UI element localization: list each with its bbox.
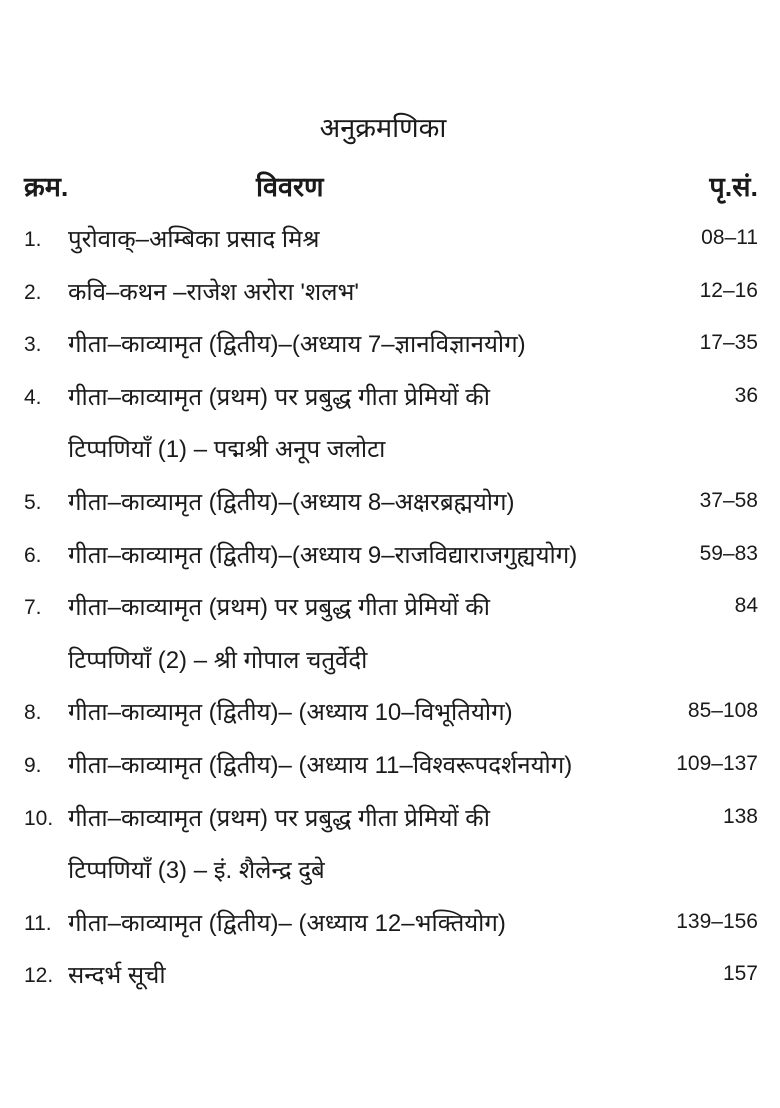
toc-entry [0,485,780,525]
entry-number: 10. [24,807,54,830]
entry-pages: 157 [722,962,758,985]
entry-number: 3. [24,333,42,356]
entry-pages: 36 [734,384,758,407]
entry-number: 8. [24,701,42,724]
toc-entry-continuation [0,432,780,472]
toc-entry [0,275,780,315]
toc-entry [0,380,780,420]
page-title: अनुक्रमणिका [319,113,447,143]
description-column-header: विवरण [256,172,324,202]
entry-pages: 12–16 [699,279,758,302]
entry-pages: 138 [722,805,758,828]
toc-entry [0,958,780,998]
entry-pages: 109–137 [676,752,758,775]
entry-pages: 84 [734,594,758,617]
entry-title: गीता–काव्यामृत (प्रथम) पर प्रबुद्ध गीता प्रेमियों की [68,384,490,411]
entry-number: 12. [24,964,54,987]
entry-title: गीता–काव्यामृत (द्वितीय)–(अध्याय 8–अक्षरब्रह्मयोग) [68,489,515,516]
toc-entry [0,906,780,946]
entry-title: टिप्पणियाँ (3) – इं. शैलेन्द्र दुबे [68,857,325,884]
entry-pages: 17–35 [699,331,758,354]
toc-entry [0,538,780,578]
toc-entry [0,327,780,367]
page-column-header: पृ.सं. [709,172,758,202]
entry-title: कवि–कथन –राजेश अरोरा 'शलभ' [68,279,359,306]
entry-title: गीता–काव्यामृत (द्वितीय)– (अध्याय 11–विश्वरूपदर्शनयोग) [68,752,573,779]
entry-number: 4. [24,386,42,409]
entry-number: 1. [24,228,42,251]
entry-title: सन्दर्भ सूची [68,962,166,989]
toc-entry [0,748,780,788]
entry-number: 11. [24,912,52,935]
toc-entry [0,222,780,262]
entry-number: 7. [24,596,42,619]
toc-entry [0,801,780,841]
entry-pages: 08–11 [701,226,758,249]
entry-pages: 85–108 [687,699,758,722]
entry-title: गीता–काव्यामृत (प्रथम) पर प्रबुद्ध गीता प्रेमियों की [68,594,490,621]
entry-pages: 139–156 [676,910,758,933]
entry-pages: 59–83 [699,542,758,565]
entry-title: टिप्पणियाँ (1) – पद्मश्री अनूप जलोटा [68,436,386,463]
entry-title: गीता–काव्यामृत (द्वितीय)–(अध्याय 7–ज्ञानविज्ञानयोग) [68,331,526,358]
entry-number: 6. [24,544,42,567]
toc-entry-continuation [0,853,780,893]
entry-title: टिप्पणियाँ (2) – श्री गोपाल चतुर्वेदी [68,647,368,674]
entry-number: 2. [24,281,42,304]
toc-entry-continuation [0,643,780,683]
toc-entry [0,590,780,630]
toc-entry [0,695,780,735]
serial-column-header: क्रम. [24,172,69,202]
entry-title: गीता–काव्यामृत (द्वितीय)–(अध्याय 9–राजविद्याराजगुह्ययोग) [68,542,578,569]
entry-title: गीता–काव्यामृत (द्वितीय)– (अध्याय 10–विभूतियोग) [68,699,513,726]
entry-pages: 37–58 [699,489,758,512]
entry-number: 9. [24,754,42,777]
entry-title: गीता–काव्यामृत (प्रथम) पर प्रबुद्ध गीता प्रेमियों की [68,805,490,832]
entry-title: गीता–काव्यामृत (द्वितीय)– (अध्याय 12–भक्तियोग) [68,910,506,937]
entry-number: 5. [24,491,42,514]
entry-title: पुरोवाक्–अम्बिका प्रसाद मिश्र [68,226,320,253]
